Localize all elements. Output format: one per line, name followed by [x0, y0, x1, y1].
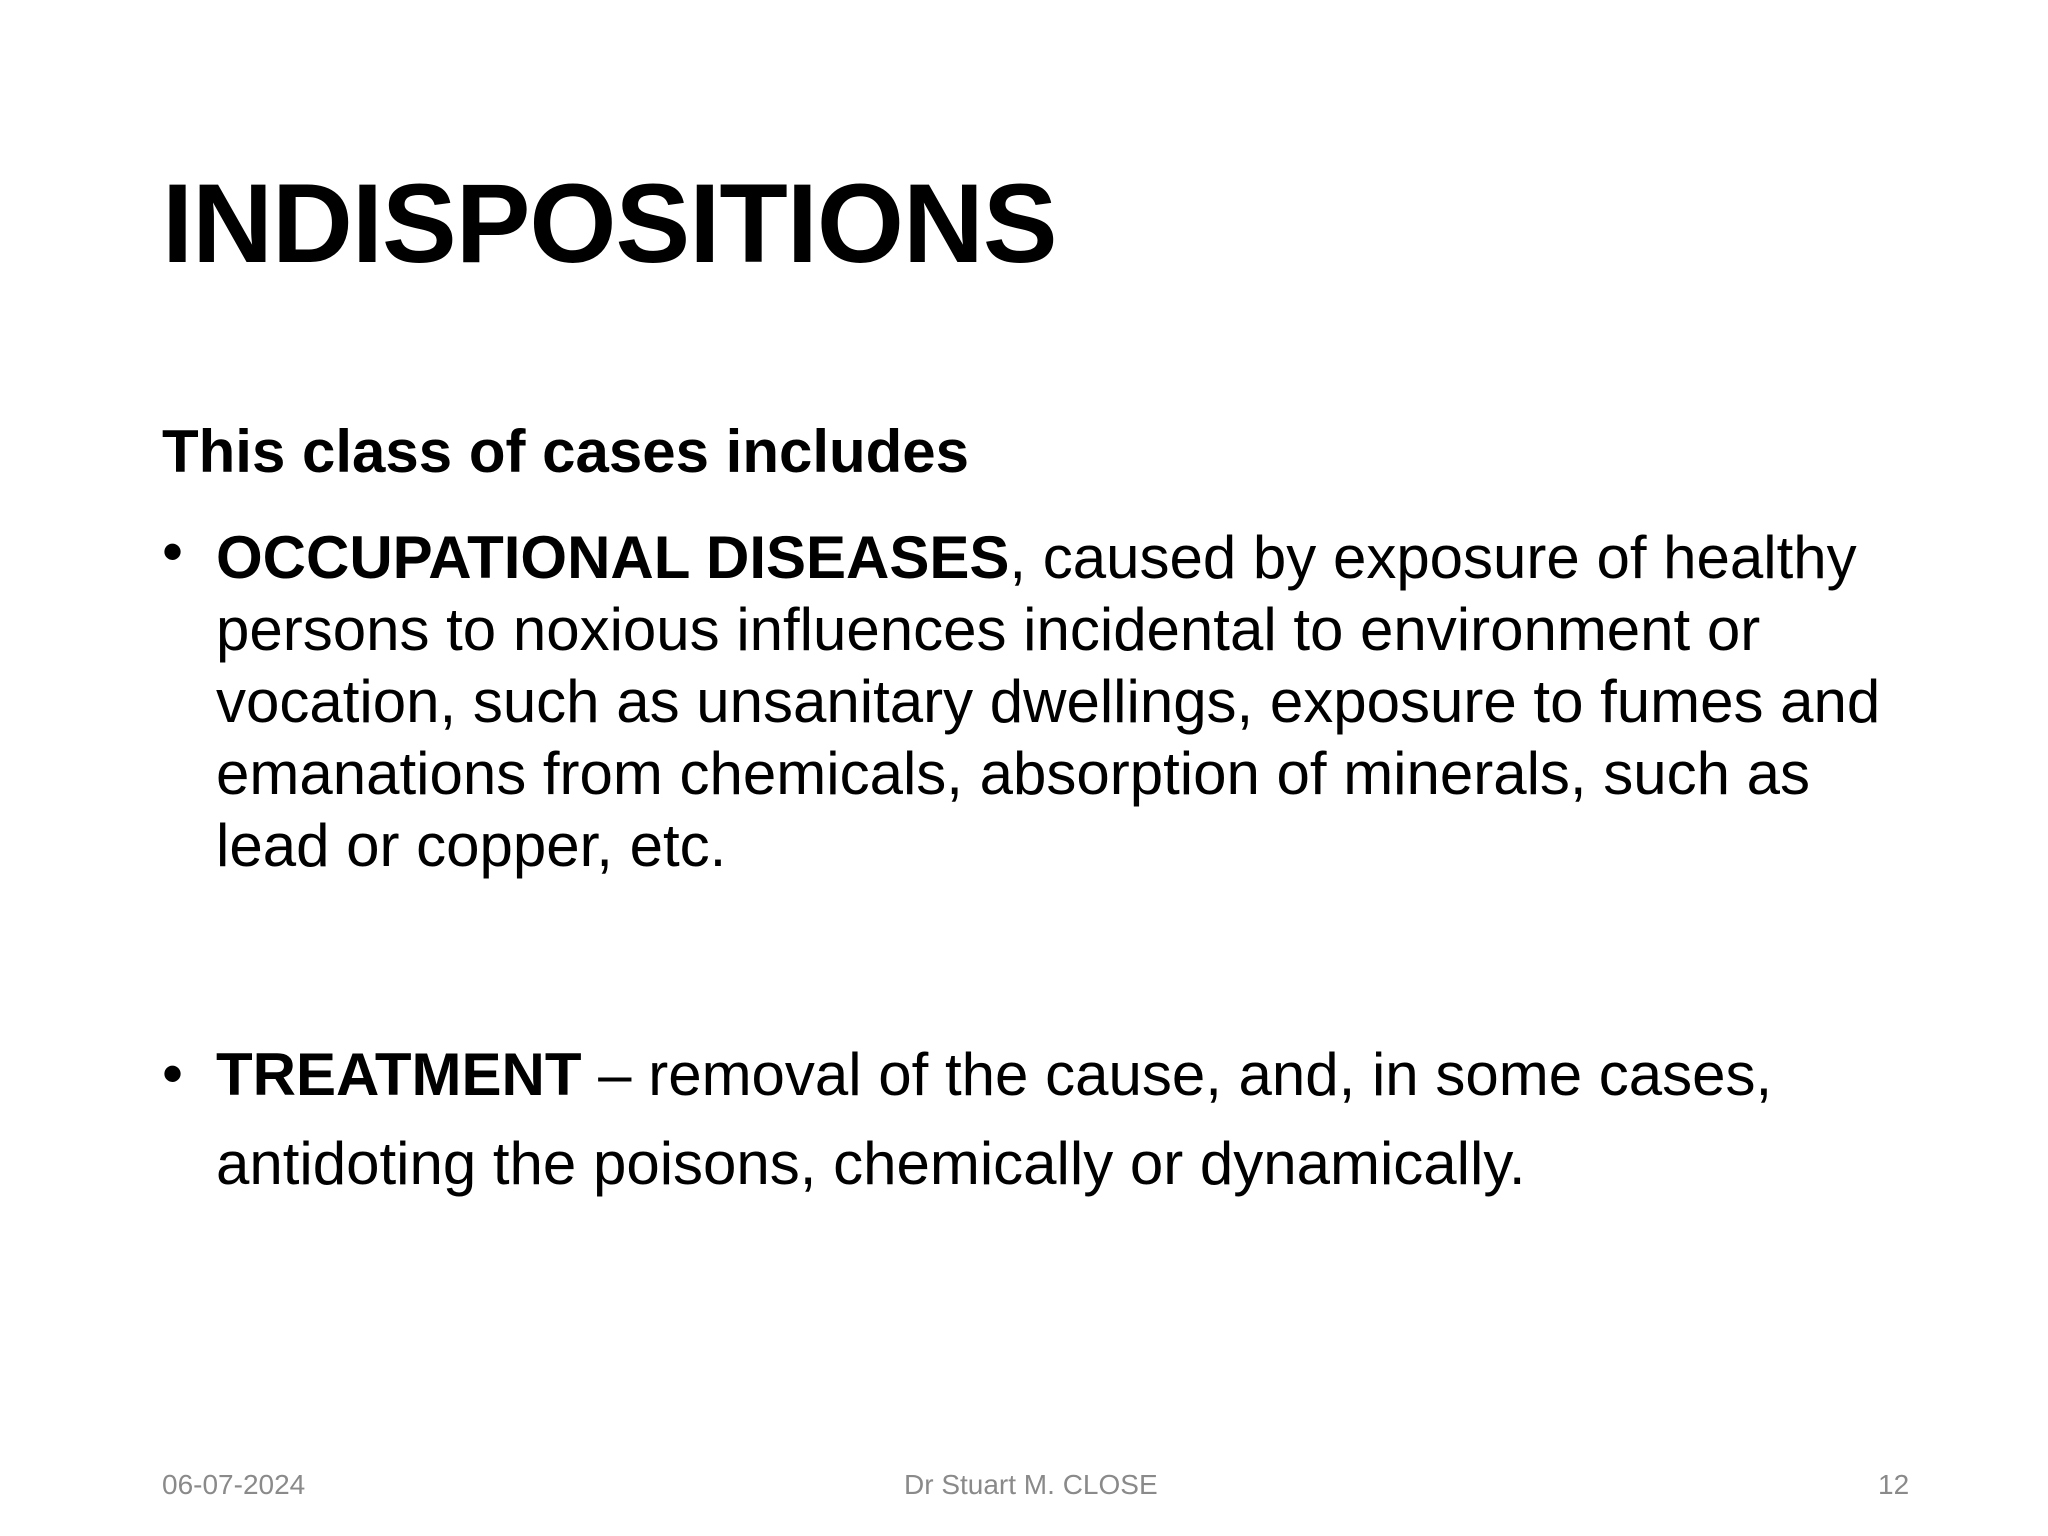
bullet-occupational-diseases — [162, 518, 1922, 882]
bullet-dot: • — [162, 518, 184, 585]
bullet-dot: • — [162, 1040, 184, 1107]
bullet-treatment — [162, 1030, 1922, 1208]
bullet-heading: TREATMENT — [216, 1041, 582, 1108]
footer-date: 06-07-2024 — [162, 1469, 306, 1500]
footer-author: Dr Stuart M. CLOSE — [904, 1469, 1158, 1500]
intro-text: This class of cases includes — [162, 418, 970, 485]
bullet-body: , caused by exposure of healthy persons to noxious influences incidental to environment or vocation, such as unsanitary dwellings, exposure to fumes and emanations from chemicals, absorption of minerals, such as lead or copper, etc. — [216, 524, 1881, 879]
bullet-text — [216, 522, 1922, 882]
slide-title: INDISPOSITIONS — [162, 161, 1057, 286]
bullet-heading: OCCUPATIONAL DISEASES — [216, 524, 1010, 591]
bullet-body: – removal of the cause, and, in some cases, antidoting the poisons, chemically or dynamically. — [216, 1041, 1773, 1197]
bullet-text — [216, 1030, 1922, 1208]
footer-page-number: 12 — [1878, 1469, 1910, 1500]
